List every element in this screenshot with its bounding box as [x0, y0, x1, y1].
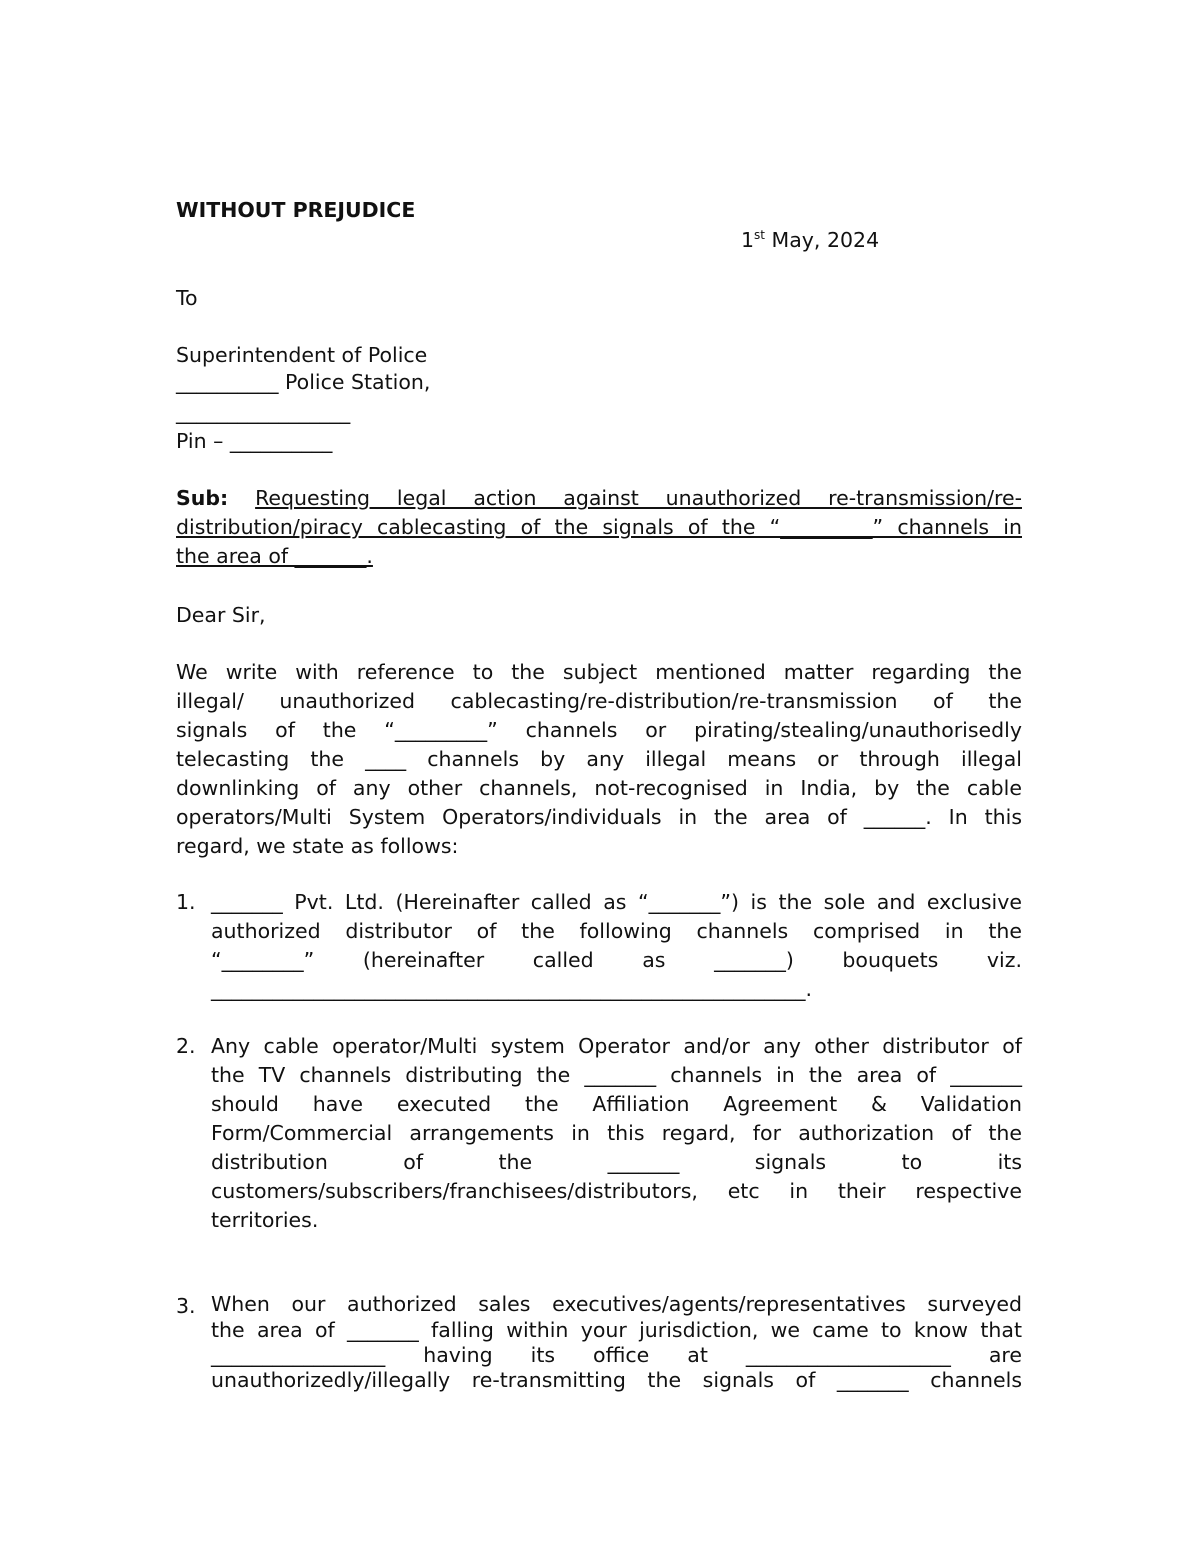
intro-paragraph [176, 658, 1022, 861]
subject-line-2: distribution/piracy cablecasting of the signals of the “_________” channels in [176, 515, 1022, 539]
intro-line: downlinking of any other channels, not-recognised in India, by the cable [176, 776, 1022, 800]
item-line: __________________________________________________________. [211, 977, 813, 1001]
item-line: “________” (hereinafter called as _______) bouquets viz. [211, 948, 1022, 972]
date-suffix: st [754, 228, 766, 242]
item-line: unauthorizedly/illegally re-transmitting the signals of _______ channels [211, 1368, 1022, 1392]
list-item [211, 888, 1022, 1004]
item-line: authorized distributor of the following channels comprised in the [211, 919, 1022, 943]
intro-line: telecasting the ____ channels by any illegal means or through illegal [176, 747, 1022, 771]
without-prejudice-heading: WITHOUT PREJUDICE [176, 198, 416, 222]
item-line: When our authorized sales executives/agents/representatives surveyed [211, 1292, 1022, 1316]
subject-block [176, 484, 1022, 571]
intro-line: regard, we state as follows: [176, 834, 459, 858]
subject-label: Sub: [176, 486, 229, 510]
item-line: Form/Commercial arrangements in this regard, for authorization of the [211, 1121, 1022, 1145]
item-line: customers/subscribers/franchisees/distributors, etc in their respective [211, 1179, 1022, 1203]
subject-line-1 [176, 484, 1022, 513]
list-item [211, 1032, 1022, 1235]
to-label: To [176, 286, 198, 310]
item-number: 3. [176, 1294, 196, 1318]
date-day: 1 [741, 228, 755, 252]
item-line: territories. [211, 1208, 319, 1232]
item-line: the area of _______ falling within your jurisdiction, we came to know that [211, 1318, 1022, 1342]
pin-line: Pin – __________ [176, 429, 333, 453]
subject-line-3: the area of _______. [176, 544, 373, 568]
item-line: _________________ having its office at ____________________ are [211, 1343, 1022, 1367]
item-line: should have executed the Affiliation Agreement & Validation [211, 1092, 1022, 1116]
intro-line: We write with reference to the subject mentioned matter regarding the [176, 660, 1022, 684]
item-line: the TV channels distributing the _______ channels in the area of _______ [211, 1063, 1022, 1087]
salutation: Dear Sir, [176, 603, 266, 627]
item-line: distribution of the _______ signals to its [211, 1150, 1022, 1174]
intro-line: signals of the “_________” channels or pirating/stealing/unauthorisedly [176, 718, 1022, 742]
item-number: 1. [176, 890, 196, 914]
item-number: 2. [176, 1034, 196, 1058]
address-blank-line: _________________ [176, 400, 351, 424]
recipient-title: Superintendent of Police [176, 343, 428, 367]
date-month-year: May, 2024 [765, 228, 880, 252]
letter-date [741, 228, 879, 252]
item-line: _______ Pvt. Ltd. (Hereinafter called as “_______”) is the sole and exclusive [211, 890, 1022, 914]
subject-text-1: Requesting legal action against unauthorized re-transmission/re- [255, 486, 1022, 510]
list-item [211, 1292, 1022, 1393]
police-station-line: __________ Police Station, [176, 370, 431, 394]
intro-line: operators/Multi System Operators/individuals in the area of ______. In this [176, 805, 1022, 829]
intro-line: illegal/ unauthorized cablecasting/re-distribution/re-transmission of the [176, 689, 1022, 713]
item-line: Any cable operator/Multi system Operator and/or any other distributor of [211, 1034, 1022, 1058]
